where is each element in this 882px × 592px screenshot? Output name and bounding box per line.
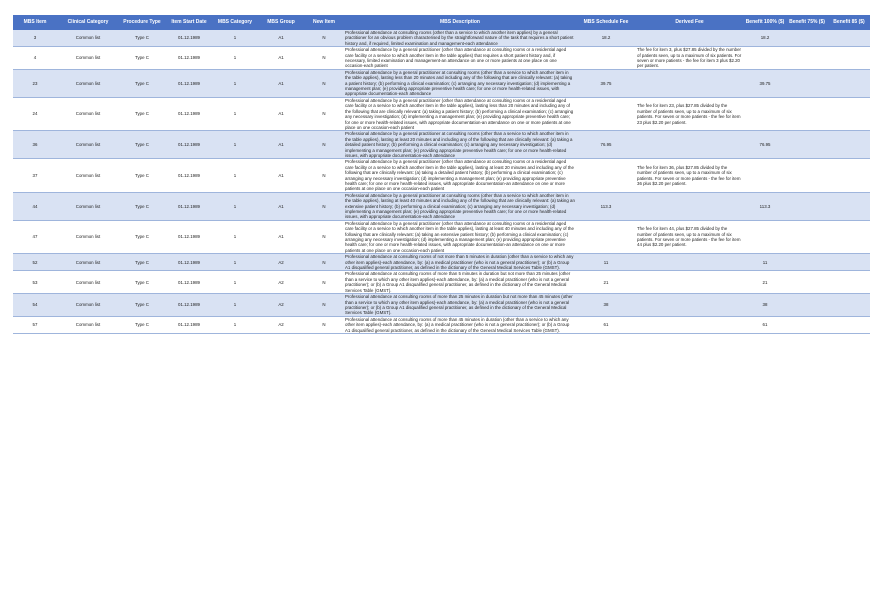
cell-benefit-75[interactable] bbox=[786, 47, 828, 70]
cell-benefit-75[interactable] bbox=[786, 30, 828, 47]
cell-new-item[interactable]: N bbox=[305, 220, 343, 253]
cell-derived-fee[interactable] bbox=[635, 131, 744, 159]
cell-benefit-100[interactable] bbox=[744, 159, 786, 192]
cell-benefit-100[interactable]: 39.75 bbox=[744, 69, 786, 97]
cell-procedure-type[interactable]: Type C bbox=[119, 316, 165, 333]
cell-mbs-item[interactable]: 52 bbox=[13, 254, 57, 271]
cell-clinical-category[interactable]: Common list bbox=[57, 97, 119, 130]
cell-procedure-type[interactable]: Type C bbox=[119, 254, 165, 271]
cell-item-start-date[interactable]: 01.12.1989 bbox=[165, 97, 213, 130]
cell-derived-fee[interactable] bbox=[635, 316, 744, 333]
cell-benefit-100[interactable]: 38 bbox=[744, 294, 786, 317]
cell-benefit-100[interactable] bbox=[744, 220, 786, 253]
cell-clinical-category[interactable]: Common list bbox=[57, 69, 119, 97]
cell-mbs-description[interactable]: Professional attendance at consulting rooms of not more than 5 minutes in duration (other than a service to which any other item applies)-each attendance, by: (a) a medical practitioner (who is not a general practitioner); or (b) a Group A1 disqualified general practitioner, as defined in the dictionary of the General Medical Services Table (GMST). bbox=[343, 254, 577, 271]
col-header-procedure-type[interactable]: Procedure Type bbox=[119, 15, 165, 30]
cell-mbs-group[interactable]: A1 bbox=[257, 47, 305, 70]
cell-mbs-group[interactable]: A1 bbox=[257, 192, 305, 220]
cell-mbs-schedule-fee[interactable] bbox=[577, 47, 635, 70]
cell-mbs-group[interactable]: A1 bbox=[257, 131, 305, 159]
cell-benefit-85[interactable] bbox=[828, 192, 870, 220]
cell-mbs-schedule-fee[interactable]: 21 bbox=[577, 271, 635, 294]
cell-mbs-schedule-fee[interactable] bbox=[577, 220, 635, 253]
cell-item-start-date[interactable]: 01.12.1989 bbox=[165, 192, 213, 220]
cell-benefit-85[interactable] bbox=[828, 131, 870, 159]
cell-mbs-item[interactable]: 54 bbox=[13, 294, 57, 317]
mbs-items-table bbox=[13, 15, 870, 334]
cell-derived-fee[interactable] bbox=[635, 192, 744, 220]
cell-benefit-75[interactable] bbox=[786, 271, 828, 294]
cell-new-item[interactable]: N bbox=[305, 69, 343, 97]
col-header-benefit-75[interactable]: Benefit 75% ($) bbox=[786, 15, 828, 30]
cell-mbs-category[interactable]: 1 bbox=[213, 159, 257, 192]
cell-clinical-category[interactable]: Common list bbox=[57, 192, 119, 220]
cell-mbs-item[interactable]: 47 bbox=[13, 220, 57, 253]
cell-derived-fee[interactable]: The fee for item 23, plus $27.85 divided by the number of patients seen, up to a maximum of six patients. For seven or more patients - the fee for item 23 plus $2.20 per patient. bbox=[635, 97, 744, 130]
cell-derived-fee[interactable] bbox=[635, 69, 744, 97]
cell-mbs-item[interactable]: 57 bbox=[13, 316, 57, 333]
cell-mbs-category[interactable]: 1 bbox=[213, 271, 257, 294]
cell-clinical-category[interactable]: Common list bbox=[57, 131, 119, 159]
cell-derived-fee[interactable] bbox=[635, 294, 744, 317]
table-row bbox=[13, 159, 870, 192]
cell-benefit-85[interactable] bbox=[828, 30, 870, 47]
cell-mbs-description[interactable]: Professional attendance by a general practitioner (other than attendance at consulting rooms or a residential aged care facility or a service to which another item in the table applies), lasting at least 20 minutes and including any of the following that are clinically relevant: (a) taking a detailed patient history; (b) performing a clinical examination; (c) arranging any necessary investigation; (d) implementing a management plan; (e) providing appropriate preventive health care; for one or more health-related issues, with appropriate documentation-an attendance on one or more patients at one place on one occasion-each patient bbox=[343, 159, 577, 192]
cell-clinical-category[interactable]: Common list bbox=[57, 316, 119, 333]
cell-new-item[interactable]: N bbox=[305, 271, 343, 294]
cell-derived-fee[interactable]: The fee for item 36, plus $27.85 divided by the number of patients seen, up to a maximum of six patients. For seven or more patients - the fee for item 36 plus $2.20 per patient. bbox=[635, 159, 744, 192]
cell-derived-fee[interactable]: The fee for item 3, plus $27.85 divided by the number of patients seen, up to a maximum of six patients. For seven or more patients - the fee for item 3 plus $2.20 per patient. bbox=[635, 47, 744, 70]
cell-derived-fee[interactable]: The fee for item 44, plus $27.85 divided by the number of patients seen, up to a maximum of six patients. For seven or more patients - the fee for item 44 plus $2.20 per patient. bbox=[635, 220, 744, 253]
cell-mbs-schedule-fee[interactable]: 61 bbox=[577, 316, 635, 333]
col-header-benefit-100[interactable]: Benefit 100% ($) bbox=[744, 15, 786, 30]
cell-benefit-85[interactable] bbox=[828, 294, 870, 317]
cell-mbs-category[interactable]: 1 bbox=[213, 131, 257, 159]
cell-clinical-category[interactable]: Common list bbox=[57, 254, 119, 271]
cell-item-start-date[interactable]: 01.12.1989 bbox=[165, 316, 213, 333]
table-row bbox=[13, 131, 870, 159]
cell-mbs-description[interactable]: Professional attendance by a general practitioner (other than attendance at consulting rooms or a residential aged care facility or a service to which another item in the table applies), lasting less than 20 minutes and including any of the following that are clinically relevant: (a) taking a patient history; (b) performing a clinical examination; (c) arranging any necessary investigation; (d) implementing a management plan; (e) providing appropriate preventive health care; for one or more health-related issues, with appropriate documentation-an attendance on one or more patients at one place on one occasion-each patient bbox=[343, 97, 577, 130]
cell-mbs-item[interactable]: 44 bbox=[13, 192, 57, 220]
cell-item-start-date[interactable]: 01.12.1989 bbox=[165, 131, 213, 159]
cell-benefit-100[interactable]: 76.95 bbox=[744, 131, 786, 159]
cell-benefit-100[interactable] bbox=[744, 47, 786, 70]
cell-benefit-75[interactable] bbox=[786, 97, 828, 130]
cell-benefit-100[interactable] bbox=[744, 97, 786, 130]
cell-procedure-type[interactable]: Type C bbox=[119, 271, 165, 294]
cell-mbs-description[interactable]: Professional attendance by a general practitioner at consulting rooms (other than a service to which another item in the table applies), lasting less than 20 minutes and including any of the following that are clinically relevant: (a) taking a patient history; (b) performing a clinical examination; (c) arranging any necessary investigation; (d) implementing a management plan; (e) providing appropriate preventive health care; for one or more health-related issues, with appropriate documentation-each attendance bbox=[343, 69, 577, 97]
cell-mbs-item[interactable]: 36 bbox=[13, 131, 57, 159]
cell-mbs-group[interactable]: A1 bbox=[257, 69, 305, 97]
cell-procedure-type[interactable]: Type C bbox=[119, 294, 165, 317]
cell-procedure-type[interactable]: Type C bbox=[119, 159, 165, 192]
cell-item-start-date[interactable]: 01.12.1989 bbox=[165, 30, 213, 47]
cell-mbs-schedule-fee[interactable]: 11 bbox=[577, 254, 635, 271]
col-header-mbs-description[interactable]: MBS Description bbox=[343, 15, 577, 30]
cell-new-item[interactable]: N bbox=[305, 47, 343, 70]
cell-benefit-85[interactable] bbox=[828, 220, 870, 253]
cell-mbs-description[interactable]: Professional attendance at consulting rooms of more than 25 minutes in duration but not more than 45 minutes (other than a service to which any other item applies)-each attendance, by: (a) a medical practitioner (who is not a general practitioner); or (b) a Group A1 disqualified general practitioner, as defined in the dictionary of the General Medical Services Table (GMST). bbox=[343, 294, 577, 317]
cell-new-item[interactable]: N bbox=[305, 254, 343, 271]
cell-benefit-85[interactable] bbox=[828, 159, 870, 192]
cell-procedure-type[interactable]: Type C bbox=[119, 69, 165, 97]
cell-procedure-type[interactable]: Type C bbox=[119, 131, 165, 159]
cell-new-item[interactable]: N bbox=[305, 131, 343, 159]
cell-procedure-type[interactable]: Type C bbox=[119, 30, 165, 47]
cell-mbs-group[interactable]: A1 bbox=[257, 97, 305, 130]
cell-mbs-description[interactable]: Professional attendance by a general practitioner (other than attendance at consulting rooms or a residential aged care facility or a service to which another item in the table applies) that requires a short patient history and, if necessary, limited examination and management-an attendance on one or more patients at one place on one occasion-each patient bbox=[343, 47, 577, 70]
cell-mbs-schedule-fee[interactable]: 38 bbox=[577, 294, 635, 317]
cell-item-start-date[interactable]: 01.12.1989 bbox=[165, 294, 213, 317]
cell-mbs-schedule-fee[interactable] bbox=[577, 97, 635, 130]
table-row bbox=[13, 30, 870, 47]
cell-mbs-group[interactable]: A2 bbox=[257, 254, 305, 271]
cell-mbs-schedule-fee[interactable]: 18.2 bbox=[577, 30, 635, 47]
cell-new-item[interactable]: N bbox=[305, 294, 343, 317]
table-body bbox=[13, 30, 870, 333]
cell-mbs-category[interactable]: 1 bbox=[213, 220, 257, 253]
cell-item-start-date[interactable]: 01.12.1989 bbox=[165, 271, 213, 294]
cell-mbs-schedule-fee[interactable]: 113.3 bbox=[577, 192, 635, 220]
cell-mbs-schedule-fee[interactable]: 39.75 bbox=[577, 69, 635, 97]
table-row bbox=[13, 220, 870, 253]
cell-clinical-category[interactable]: Common list bbox=[57, 271, 119, 294]
cell-mbs-group[interactable]: A2 bbox=[257, 294, 305, 317]
cell-benefit-100[interactable]: 61 bbox=[744, 316, 786, 333]
cell-new-item[interactable]: N bbox=[305, 97, 343, 130]
cell-mbs-group[interactable]: A2 bbox=[257, 271, 305, 294]
table-row bbox=[13, 294, 870, 317]
cell-clinical-category[interactable]: Common list bbox=[57, 30, 119, 47]
cell-mbs-group[interactable]: A1 bbox=[257, 159, 305, 192]
cell-mbs-item[interactable]: 4 bbox=[13, 47, 57, 70]
cell-item-start-date[interactable]: 01.12.1989 bbox=[165, 69, 213, 97]
cell-mbs-schedule-fee[interactable] bbox=[577, 159, 635, 192]
cell-mbs-category[interactable]: 1 bbox=[213, 97, 257, 130]
cell-benefit-75[interactable] bbox=[786, 69, 828, 97]
cell-mbs-item[interactable]: 24 bbox=[13, 97, 57, 130]
cell-mbs-item[interactable]: 3 bbox=[13, 30, 57, 47]
table-header bbox=[13, 15, 870, 30]
table-row bbox=[13, 271, 870, 294]
col-header-mbs-category[interactable]: MBS Category bbox=[213, 15, 257, 30]
cell-item-start-date[interactable]: 01.12.1989 bbox=[165, 254, 213, 271]
cell-mbs-category[interactable]: 1 bbox=[213, 30, 257, 47]
cell-clinical-category[interactable]: Common list bbox=[57, 294, 119, 317]
cell-mbs-group[interactable]: A1 bbox=[257, 220, 305, 253]
cell-mbs-item[interactable]: 53 bbox=[13, 271, 57, 294]
cell-benefit-75[interactable] bbox=[786, 220, 828, 253]
col-header-mbs-item[interactable]: MBS Item bbox=[13, 15, 57, 30]
table-row bbox=[13, 254, 870, 271]
cell-mbs-description[interactable]: Professional attendance by a general practitioner at consulting rooms (other than a service to which another item in the table applies), lasting at least 20 minutes and including any of the following that are clinically relevant: (a) taking a detailed patient history; (b) performing a clinical examination; (c) arranging any necessary investigation; (d) implementing a management plan; (e) providing appropriate preventive health care; for one or more health-related issues, with appropriate documentation-each attendance bbox=[343, 131, 577, 159]
table-row bbox=[13, 69, 870, 97]
cell-mbs-schedule-fee[interactable]: 76.95 bbox=[577, 131, 635, 159]
cell-mbs-description[interactable]: Professional attendance at consulting rooms of more than 5 minutes in duration but not more than 25 minutes (other than a service to which any other item applies)-each attendance, by: (a) a medical practitioner (who is not a general practitioner); or (b) a Group A1 disqualified general practitioner, as defined in the dictionary of the General Medical Services Table (GMST). bbox=[343, 271, 577, 294]
cell-benefit-85[interactable] bbox=[828, 316, 870, 333]
table-row bbox=[13, 97, 870, 130]
cell-mbs-item[interactable]: 37 bbox=[13, 159, 57, 192]
cell-mbs-group[interactable]: A1 bbox=[257, 30, 305, 47]
header-row bbox=[13, 15, 870, 30]
table-row bbox=[13, 47, 870, 70]
table-row bbox=[13, 316, 870, 333]
cell-derived-fee[interactable] bbox=[635, 30, 744, 47]
cell-benefit-100[interactable]: 113.3 bbox=[744, 192, 786, 220]
table-row bbox=[13, 192, 870, 220]
cell-benefit-85[interactable] bbox=[828, 47, 870, 70]
cell-mbs-description[interactable]: Professional attendance by a general practitioner at consulting rooms (other than a service to which another item in the table applies), lasting at least 40 minutes and including any of the following that are clinically relevant: (a) taking an extensive patient history; (b) performing a clinical examination; (c) arranging any necessary investigation; (d) implementing a management plan; (e) providing appropriate preventive health care; for one or more health-related issues, with appropriate documentation-each attendance bbox=[343, 192, 577, 220]
cell-mbs-item[interactable]: 23 bbox=[13, 69, 57, 97]
cell-benefit-75[interactable] bbox=[786, 192, 828, 220]
col-header-derived-fee[interactable]: Derived Fee bbox=[635, 15, 744, 30]
cell-item-start-date[interactable]: 01.12.1989 bbox=[165, 159, 213, 192]
cell-mbs-category[interactable]: 1 bbox=[213, 254, 257, 271]
cell-benefit-100[interactable]: 18.2 bbox=[744, 30, 786, 47]
cell-procedure-type[interactable]: Type C bbox=[119, 97, 165, 130]
cell-mbs-category[interactable]: 1 bbox=[213, 316, 257, 333]
col-header-clinical-category[interactable]: Clinical Category bbox=[57, 15, 119, 30]
cell-benefit-75[interactable] bbox=[786, 294, 828, 317]
cell-derived-fee[interactable] bbox=[635, 271, 744, 294]
cell-benefit-100[interactable]: 21 bbox=[744, 271, 786, 294]
cell-item-start-date[interactable]: 01.12.1989 bbox=[165, 47, 213, 70]
cell-procedure-type[interactable]: Type C bbox=[119, 220, 165, 253]
col-header-new-item[interactable]: New Item bbox=[305, 15, 343, 30]
cell-procedure-type[interactable]: Type C bbox=[119, 192, 165, 220]
cell-mbs-description[interactable]: Professional attendance at consulting rooms (other than a service to which another item applies) by a general practitioner for an obvious problem characterised by the straightforward nature of the task that requires a short patient history and, if required, limited examination and management-each attendance bbox=[343, 30, 577, 47]
cell-new-item[interactable]: N bbox=[305, 159, 343, 192]
cell-procedure-type[interactable]: Type C bbox=[119, 47, 165, 70]
col-header-benefit-85[interactable]: Benefit 85 ($) bbox=[828, 15, 870, 30]
cell-benefit-75[interactable] bbox=[786, 159, 828, 192]
col-header-mbs-group[interactable]: MBS Group bbox=[257, 15, 305, 30]
cell-mbs-group[interactable]: A2 bbox=[257, 316, 305, 333]
cell-new-item[interactable]: N bbox=[305, 192, 343, 220]
cell-benefit-85[interactable] bbox=[828, 69, 870, 97]
cell-benefit-75[interactable] bbox=[786, 254, 828, 271]
cell-benefit-100[interactable]: 11 bbox=[744, 254, 786, 271]
cell-clinical-category[interactable]: Common list bbox=[57, 47, 119, 70]
cell-derived-fee[interactable] bbox=[635, 254, 744, 271]
cell-mbs-description[interactable]: Professional attendance at consulting rooms of more than 45 minutes in duration (other than a service to which any other item applies)-each attendance, by: (a) a medical practitioner (who is not a general practitioner); or (b) a Group A1 disqualified general practitioner, as defined in the dictionary of the General Medical Services Table (GMST). bbox=[343, 316, 577, 333]
cell-mbs-category[interactable]: 1 bbox=[213, 294, 257, 317]
col-header-mbs-schedule-fee[interactable]: MBS Schedule Fee bbox=[577, 15, 635, 30]
cell-mbs-description[interactable]: Professional attendance by a general practitioner (other than attendance at consulting rooms or a residential aged care facility or a service to which another item in the table applies), lasting at least 40 minutes and including any of the following that are clinically relevant: (a) taking an extensive patient history; (b) performing a clinical examination; (c) arranging any necessary investigation; (d) implementing a management plan; (e) providing appropriate preventive health care; for one or more health-related issues, with appropriate documentation-an attendance on one or more patients at one place on one occasion-each patient bbox=[343, 220, 577, 253]
cell-item-start-date[interactable]: 01.12.1989 bbox=[165, 220, 213, 253]
cell-benefit-85[interactable] bbox=[828, 271, 870, 294]
cell-benefit-85[interactable] bbox=[828, 254, 870, 271]
cell-benefit-85[interactable] bbox=[828, 97, 870, 130]
cell-benefit-75[interactable] bbox=[786, 316, 828, 333]
cell-new-item[interactable]: N bbox=[305, 316, 343, 333]
col-header-item-start-date[interactable]: Item Start Date bbox=[165, 15, 213, 30]
cell-mbs-category[interactable]: 1 bbox=[213, 192, 257, 220]
cell-new-item[interactable]: N bbox=[305, 30, 343, 47]
spreadsheet-sheet bbox=[13, 15, 870, 334]
cell-benefit-75[interactable] bbox=[786, 131, 828, 159]
cell-mbs-category[interactable]: 1 bbox=[213, 69, 257, 97]
cell-mbs-category[interactable]: 1 bbox=[213, 47, 257, 70]
cell-clinical-category[interactable]: Common list bbox=[57, 220, 119, 253]
cell-clinical-category[interactable]: Common list bbox=[57, 159, 119, 192]
